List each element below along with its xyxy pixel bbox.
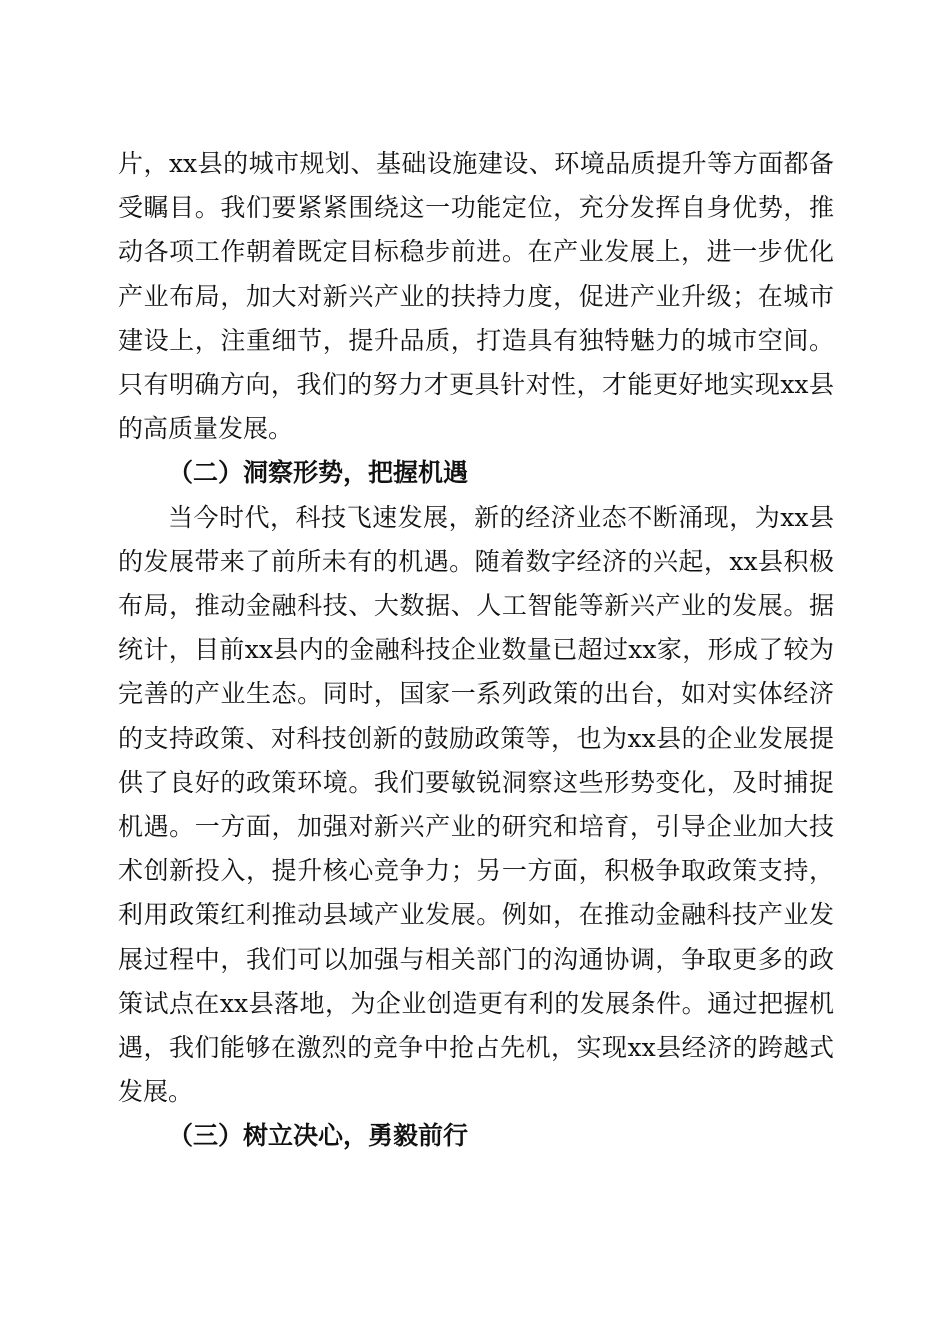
section-heading-2: （二）洞察形势，把握机遇 xyxy=(168,458,469,488)
paragraph-opportunity: 当今时代，科技飞速发展，新的经济业态不断涌现，为xx县的发展带来了前所未有的机遇。随着数字经济的兴起，xx县积极布局，推动金融科技、大数据、人工智能等新兴产业的发展。据统计，目前xx县内的金融科技企业数量已超过xx家，形成了较为完善的产业生态。同时，国家一系列政策的出台，如对实体经济的支持政策、对科技创新的鼓励政策等，也为xx县的企业发展提供了良好的政策环境。我们要敏锐洞察这些形势变化，及时捕捉机遇。一方面，加强对新兴产业的研究和培育，引导企业加大技术创新投入，提升核心竞争力；另一方面，积极争取政策支持，利用政策红利推动县域产业发展。例如，在推动金融科技产业发展过程中，我们可以加强与相关部门的沟通协调，争取更多的政策试点在xx县落地，为企业创造更有利的发展条件。通过把握机遇，我们能够在激烈的竞争中抢占先机，实现xx县经济的跨越式发展。 xyxy=(118,502,834,1107)
document-page xyxy=(118,142,834,1159)
paragraph-direction: 片，xx县的城市规划、基础设施建设、环境品质提升等方面都备受瞩目。我们要紧紧围绕这一功能定位，充分发挥自身优势，推动各项工作朝着既定目标稳步前进。在产业发展上，进一步优化产业布局，加大对新兴产业的扶持力度，促进产业升级；在城市建设上，注重细节，提升品质，打造具有独特魅力的城市空间。只有明确方向，我们的努力才更具针对性，才能更好地实现xx县的高质量发展。 xyxy=(118,149,834,444)
section-heading-3: （三）树立决心，勇毅前行 xyxy=(168,1121,469,1151)
